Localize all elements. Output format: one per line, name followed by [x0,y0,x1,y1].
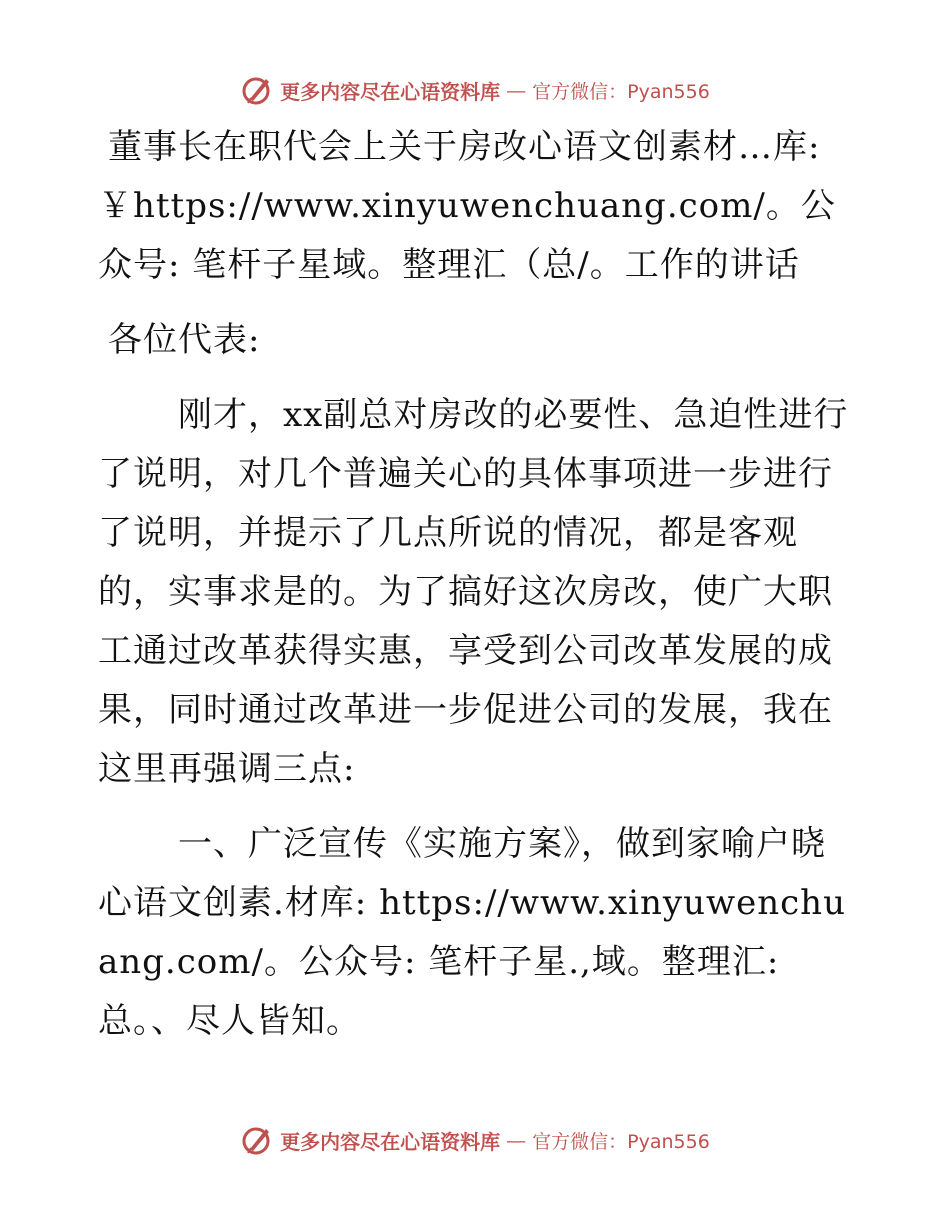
banner-brand-text: 更多内容尽在心语资料库 [280,1129,501,1154]
quill-in-circle-icon [240,73,274,107]
banner-wechat-text: 官方微信：Pyan556 [532,80,710,103]
banner-dash: — [506,1128,527,1152]
banner-brand-text: 更多内容尽在心语资料库 [280,79,501,104]
footer-banner [0,1120,950,1160]
greeting: 各位代表: [108,320,261,360]
document-body [98,118,854,1067]
quill-in-circle-icon [240,1123,274,1157]
paragraph-2: 一、广泛宣传《实施方案》，做到家喻户晓心语文创素.材库: https://www.xinyuwenchuang.com/。公众号: 笔杆子星.,域。整理汇:总。、尽人皆知。 [98,824,846,1041]
header-banner [0,70,950,110]
document-title: 董事长在职代会上关于房改心语文创素材…库: ￥https://www.xinyuwenchuang.com/。公众号: 笔杆子星域。整理汇（总/。工作的讲话 [98,127,836,285]
banner-dash: — [506,78,527,102]
banner-wechat-text: 官方微信：Pyan556 [532,1130,710,1153]
paragraph-1: 刚才，xx副总对房改的必要性、急迫性进行了说明，对几个普遍关心的具体事项进一步进行了说明，并提示了几点所说的情况，都是客观的，实事求是的。为了搞好这次房改，使广大职工通过改革获得实惠，享受到公司改革发展的成果，同时通过改革进一步促进公司的发展，我在这里再强调三点: [98,395,849,789]
